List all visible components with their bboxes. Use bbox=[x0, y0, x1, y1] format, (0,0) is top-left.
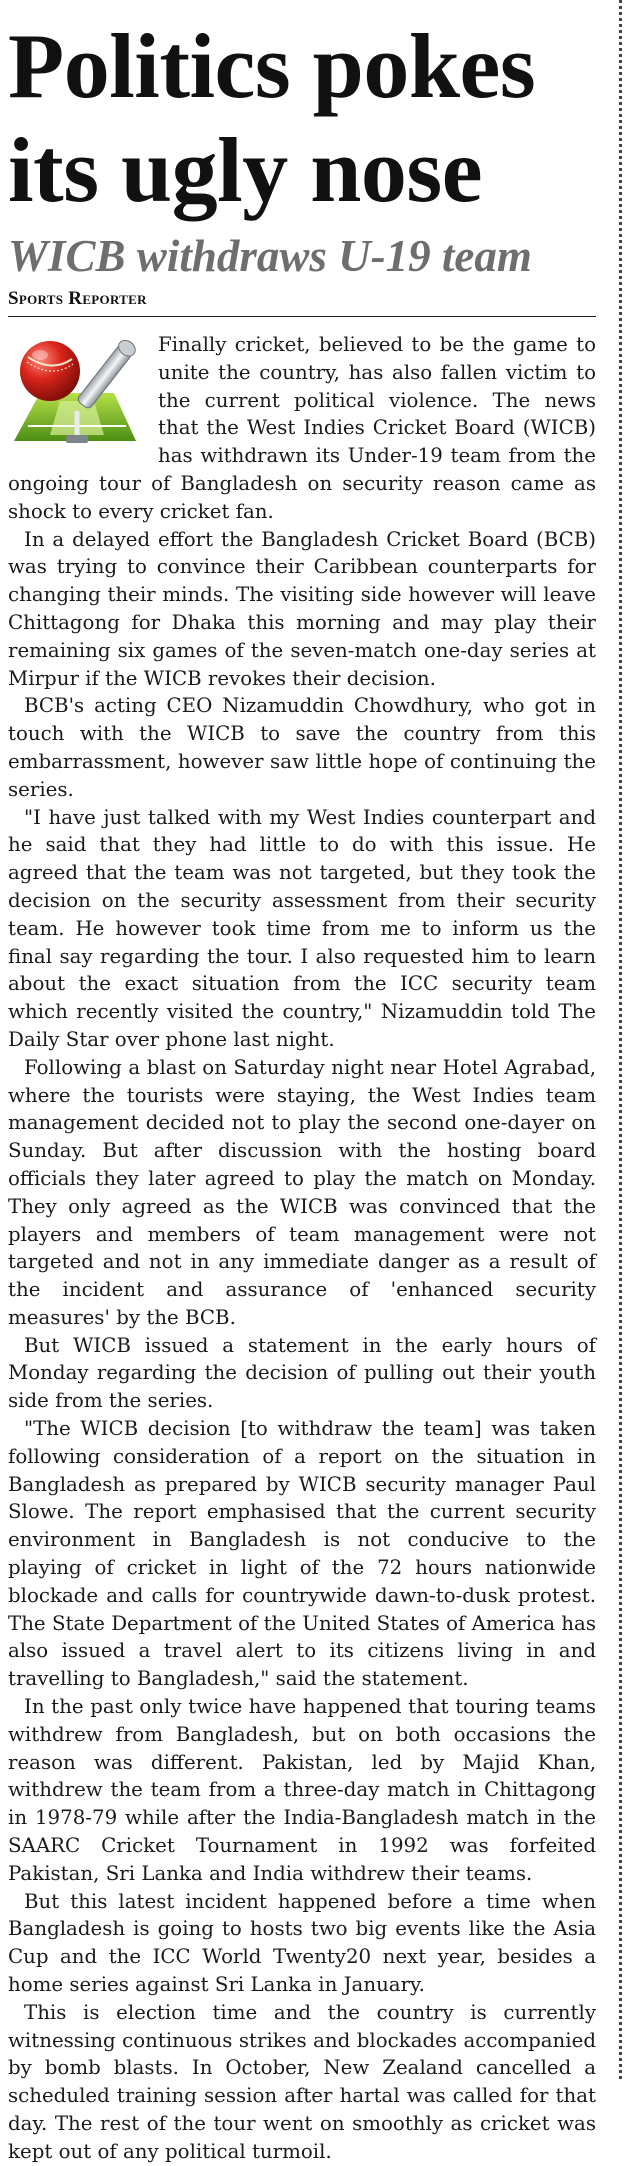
cricket-ball-stumps-icon bbox=[8, 331, 146, 459]
paragraph: But WICB issued a statement in the early hours of Monday regarding the decision of pulling out their youth side from the series. bbox=[8, 1333, 596, 1413]
paragraph: But this latest incident happened before a time when Bangladesh is going to hosts two big events like the Asia Cup and the ICC World Twenty20 next year, besides a home series against Sri Lanka in January. bbox=[8, 1889, 596, 1997]
byline: Sports Reporter bbox=[8, 288, 147, 309]
paragraph: In the past only twice have happened that touring teams withdrew from Bangladesh, but on both occasions the reason was different. Pakistan, led by Majid Khan, withdrew the team from a three-day match in Chittagong in 1978-79 while after the India-Bangladesh match in the SAARC Cricket Tournament in 1992 was forfeited Pakistan, Sri Lanka and India withdrew their teams. bbox=[8, 1695, 596, 1885]
paragraph: This is election time and the country is currently witnessing continuous strikes and blockades accompanied by bomb blasts. In October, New Zealand cancelled a scheduled training session after hartal was called for that day. The rest of the tour went on smoothly as cricket was kept out of any political turmoil. bbox=[8, 2000, 596, 2163]
paragraph: In a delayed effort the Bangladesh Cricket Board (BCB) was trying to convince their Caribbean counterparts for changing their minds. The visiting side however will leave Chittagong for Dhaka this morning and may play their remaining six games of the seven-match one-day series at Mirpur if the WICB revokes their decision. bbox=[8, 527, 596, 690]
subheadline: WICB withdraws U-19 team bbox=[8, 231, 532, 281]
paragraph: Finally cricket, believed to be the game to unite the country, has also fallen victim to the current political violence. The news that the West Indies Cricket Board (WICB) has withdrawn its Under-19 team from the ongoing tour of Bangladesh on security reason came as shock to every cricket fan. bbox=[8, 333, 596, 523]
paragraph: Following a blast on Saturday night near Hotel Agrabad, where the tourists were staying, the West Indies team management decided not to play the second one-dayer on Sunday. But after discussion with the hosting board officials they later agreed to play the match on Monday. They only agreed as the WICB was convinced that the players and members of team management were not targeted and not in any immediate danger as a result of the incident and assurance of 'enhanced security measures' by the BCB. bbox=[8, 1055, 596, 1329]
headline: Politics pokes its ugly nose bbox=[8, 15, 536, 221]
article-body bbox=[8, 331, 596, 2166]
byline-divider bbox=[8, 316, 596, 317]
paragraph: "I have just talked with my West Indies counterpart and he said that they had little to do with this issue. He agreed that the team was not targeted, but they took the decision on the security assessment from their security team. He however took time from me to inform us the final say regarding the tour. I also requested him to learn about the exact situation from the ICC security team which recently visited the country," Nizamuddin told The Daily Star over phone last night. bbox=[8, 805, 596, 1051]
paragraph: BCB's acting CEO Nizamuddin Chowdhury, who got in touch with the WICB to save the country from this embarrassment, however saw little hope of continuing the series. bbox=[8, 694, 596, 801]
paragraph: "The WICB decision [to withdraw the team] was taken following consideration of a report on the situation in Bangladesh as prepared by WICB security manager Paul Slowe. The report emphasised that the current security environment in Bangladesh is not conducive to the playing of cricket in light of the 72 hours nationwide blockade and calls for countrywide dawn-to-dusk protest. The State Department of the United States of America has also issued a travel alert to its citizens living in and travelling to Bangladesh," said the statement. bbox=[8, 1417, 596, 1691]
column-divider bbox=[619, 0, 622, 2079]
article bbox=[8, 0, 596, 2166]
